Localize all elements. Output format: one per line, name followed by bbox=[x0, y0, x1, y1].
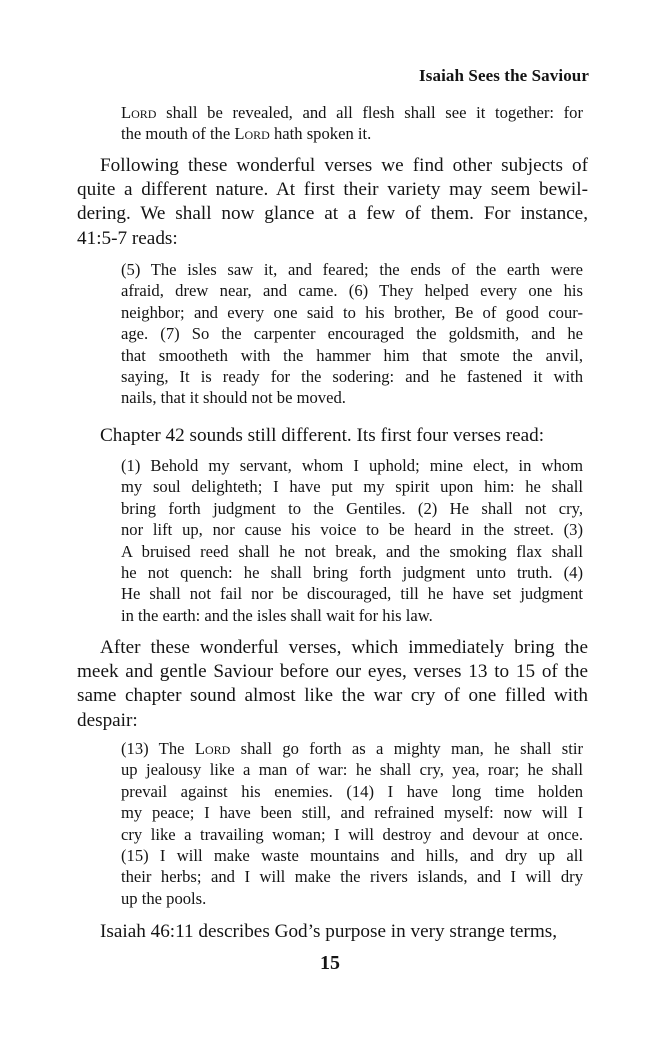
quote-line: my soul delighteth; I have put my spirit upon him: he shall bbox=[121, 477, 583, 497]
quote-line: (13) The Lord shall go forth as a mighty man, he shall stir bbox=[121, 739, 583, 758]
divine-name: Lord bbox=[194, 739, 231, 758]
paragraph-line: After these wonderful verses, which immediately bring the bbox=[100, 637, 588, 658]
quote-line: that smootheth with the hammer him that smote the anvil, bbox=[121, 345, 583, 365]
paragraph-line: quite a different nature. At first their variety may seem bewil- bbox=[77, 179, 588, 201]
quote-line: (5) The isles saw it, and feared; the ends of the earth were bbox=[121, 260, 583, 279]
quote-line: nor lift up, nor cause his voice to be heard in the street. (3) bbox=[121, 520, 583, 540]
quote-line: Lord shall be revealed, and all flesh shall see it together: for bbox=[121, 103, 583, 122]
body-paragraph bbox=[77, 154, 588, 251]
quote-line: age. (7) So the carpenter encouraged the goldsmith, and he bbox=[121, 324, 583, 344]
paragraph-line: Chapter 42 sounds still different. Its first four verses read: bbox=[100, 425, 545, 446]
quote-line: in the earth: and the isles shall wait for his law. bbox=[121, 605, 433, 625]
running-head: Isaiah Sees the Saviour bbox=[419, 66, 589, 85]
quote-line: neighbor; and every one said to his brother, Be of good cour- bbox=[121, 302, 583, 322]
quote-line: up jealousy like a man of war: he shall cry, yea, roar; he shall bbox=[121, 760, 583, 780]
body-paragraph bbox=[77, 920, 588, 944]
paragraph-line: Following these wonderful verses we find other subjects of bbox=[100, 155, 588, 176]
quote-line: the mouth of the Lord hath spoken it. bbox=[121, 124, 372, 144]
paragraph-line: 41:5-7 reads: bbox=[77, 227, 178, 249]
paragraph-line: dering. We shall now glance at a few of them. For instance, bbox=[77, 203, 588, 225]
quote-line: nails, that it should not be moved. bbox=[121, 388, 346, 408]
body-paragraph bbox=[77, 424, 588, 448]
paragraph-line: meek and gentle Saviour before our eyes, verses 13 to 15 of the bbox=[77, 661, 588, 683]
quote-line: up the pools. bbox=[121, 888, 207, 908]
quote-line: (1) Behold my servant, whom I uphold; mine elect, in whom bbox=[121, 456, 583, 475]
quote-line: prevail against his enemies. (14) I have long time holden bbox=[121, 781, 583, 801]
page-number: 15 bbox=[320, 952, 340, 974]
divine-name: Lord bbox=[234, 124, 270, 144]
quote-line: bring forth judgment to the Gentiles. (2) He shall not cry, bbox=[121, 498, 583, 518]
quote-line: saying, It is ready for the sodering: and he fastened it with bbox=[121, 367, 583, 387]
quote-line: their herbs; and I will make the rivers islands, and I will dry bbox=[121, 867, 583, 887]
paragraph-line: Isaiah 46:11 describes God’s purpose in very strange terms, bbox=[100, 921, 558, 942]
divine-name: Lord bbox=[121, 103, 157, 122]
quote-line: he not quench: he shall bring forth judgment unto truth. (4) bbox=[121, 563, 583, 583]
quote-line: cry like a travailing woman; I will destroy and devour at once. bbox=[121, 824, 583, 844]
scripture-quote-isaiah-41 bbox=[121, 259, 583, 409]
scripture-quote-isaiah-42-13-15 bbox=[121, 738, 583, 909]
paragraph-line: despair: bbox=[77, 709, 138, 731]
paragraph-line: same chapter sound almost like the war cry of one filled with bbox=[77, 685, 588, 707]
quote-line: my peace; I have been still, and refrained myself: now will I bbox=[121, 803, 583, 823]
scripture-quote-continued bbox=[121, 102, 583, 145]
quote-line: He shall not fail nor be discouraged, till he have set judgment bbox=[121, 584, 583, 604]
quote-line: afraid, drew near, and came. (6) They helped every one his bbox=[121, 281, 583, 301]
body-paragraph bbox=[77, 636, 588, 733]
scripture-quote-isaiah-42-1-4 bbox=[121, 455, 583, 626]
quote-line: A bruised reed shall he not break, and the smoking flax shall bbox=[121, 541, 583, 561]
quote-line: (15) I will make waste mountains and hills, and dry up all bbox=[121, 846, 583, 866]
